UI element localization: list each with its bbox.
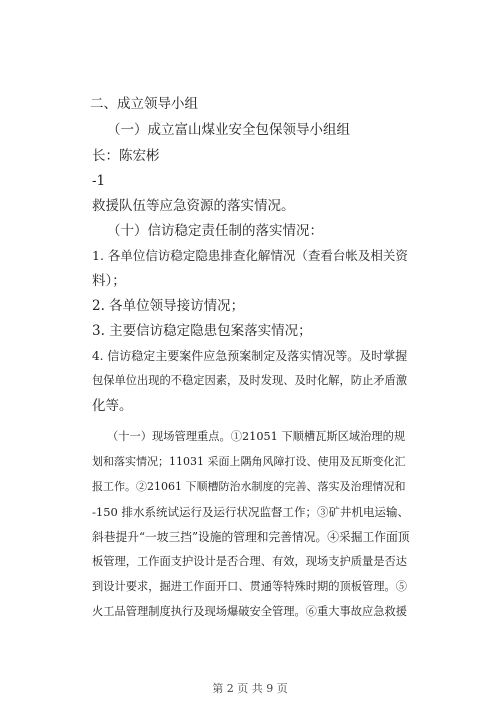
text-line: 料）； bbox=[92, 273, 126, 289]
text-line: 救援队伍等应急资源的落实情况。 bbox=[92, 198, 295, 214]
text-line: 4. 信访稳定主要案件应急预案制定及落实情况等。及时掌握 bbox=[92, 349, 408, 363]
text-line: 划和落实情况；11031 采面上隅角风障打设、使用及瓦斯变化汇 bbox=[92, 455, 406, 468]
text-line: 化等。 bbox=[92, 398, 133, 414]
text-line: 板管理，工作面支护设计是否合理、有效，现场支护质量是否达 bbox=[92, 555, 408, 568]
subsection-heading: （十）信访稳定责任制的落实情况： bbox=[107, 223, 323, 239]
text-line: 3. 主要信访稳定隐患包案落实情况； bbox=[92, 323, 312, 339]
text-line: 报工作。②21061 下顺槽防治水制度的完善、落实及治理情况和 bbox=[92, 480, 406, 493]
text-line: 到设计要求，掘进工作面开口、贯通等特殊时期的顶板管理。⑤ bbox=[92, 580, 408, 593]
subsection-heading: （十一）现场管理重点。①21051 下顺槽瓦斯区域治理的规 bbox=[107, 430, 406, 443]
text-line: -150 排水系统试运行及运行状况监督工作；③矿井机电运输、 bbox=[92, 505, 409, 519]
text-line: 2. 各单位领导接访情况； bbox=[92, 298, 245, 314]
page-number-footer: 第 2 页 共 9 页 bbox=[212, 682, 288, 695]
text-line: 长：陈宏彬 bbox=[92, 148, 160, 164]
text-line: 包保单位出现的不稳定因素，及时发现、及时化解，防止矛盾激 bbox=[92, 374, 408, 387]
subsection-heading: （一）成立富山煤业安全包保领导小组组 bbox=[107, 122, 350, 138]
text-line: 斜巷提升“一坡三挡”设施的管理和完善情况。④采掘工作面顶 bbox=[92, 530, 410, 544]
text-line: 1. 各单位信访稳定隐患排查化解情况（查看台帐及相关资 bbox=[92, 248, 408, 263]
text-line: -1 bbox=[92, 173, 106, 189]
text-line: 火工品管理制度执行及现场爆破安全管理。⑥重大事故应急救援 bbox=[92, 605, 408, 618]
section-heading: 二、成立领导小组 bbox=[90, 96, 198, 112]
